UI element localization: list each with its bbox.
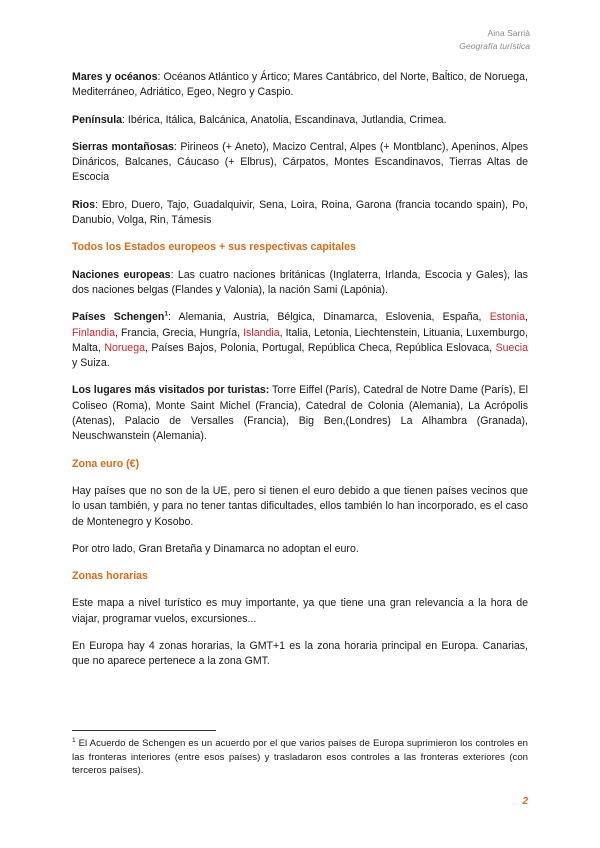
lugares-label: Los lugares más visitados por turistas:	[72, 384, 270, 397]
sierras-label: Sierras montañosas	[72, 140, 174, 153]
heading-euro: Zona euro (€)	[72, 457, 140, 470]
schengen-text-3: , Italia, Letonia, Liechtenstein, Lituania, Luxemburgo, Malta,	[72, 326, 528, 354]
footnote-text: El Acuerdo de Schengen es un acuerdo por el que varios países de Europa suprimieron los controles en las fronteras interiores (entre esos países) y trasladaron esos controles a las fronteras exteriores (con terceros países).	[72, 738, 528, 777]
peninsula-label: Península	[72, 113, 123, 126]
euro-paragraph-1: Hay países que no son de la UE, pero si tienen el euro debido a que tienen países vecinos que lo usan también, y para no tener tantas dificultades, ellos también lo han incorporado, es el caso de Montenegro y Kosobo.	[72, 484, 528, 528]
mares-paragraph	[72, 70, 528, 101]
rios-text: : Ebro, Duero, Tajo, Guadalquivir, Sena, Loira, Roina, Garona (francia tocando spain), Po, Danubio, Volga, Rin, Támesis	[72, 198, 528, 227]
heading-zonas: Zonas horarias	[72, 570, 148, 583]
heading-estados: Todos los Estados europeos + sus respectivas capitales	[72, 241, 356, 254]
naciones-paragraph	[72, 268, 528, 299]
euro-paragraph-2: Por otro lado, Gran Bretaña y Dinamarca no adoptan el euro.	[72, 542, 359, 555]
header-author: Aina Sarrià	[487, 28, 530, 38]
mares-text: : Océanos Atlántico y Ártico; Mares Cantábrico, del Norte, Baĺtico, de Noruega, Mediterráneo, Adriático, Egeo, Negro y Caspio.	[72, 71, 528, 99]
peninsula-paragraph	[72, 113, 528, 128]
schengen-text-4: , Países Bajos, Polonia, Portugal, República Checa, República Eslovaca,	[144, 341, 496, 354]
mares-label: Mares y océanos	[72, 71, 158, 83]
rios-paragraph	[72, 198, 528, 229]
schengen-paragraph	[72, 310, 528, 371]
header-subject: Geografía turística	[459, 41, 530, 51]
page-number: 2	[522, 796, 528, 807]
sierras-paragraph	[72, 140, 528, 186]
footnote-number: 1	[72, 736, 76, 744]
rios-label: Rios	[72, 198, 95, 211]
schengen-noruega: Noruega	[104, 341, 145, 354]
schengen-finlandia: Finlandia	[72, 326, 115, 339]
schengen-islandia: Islandia	[243, 326, 280, 339]
footnote-ref[interactable]: 1	[164, 310, 169, 318]
schengen-comma: ,	[525, 311, 528, 324]
schengen-label: Países Schengen	[72, 311, 165, 324]
schengen-text-5: y Suiza.	[72, 357, 110, 370]
footnote	[72, 737, 528, 778]
lugares-paragraph	[72, 383, 528, 444]
zonas-paragraph-1: Este mapa a nivel turístico es muy importante, ya que tiene una gran relevancia a la hora de viajar, programar vuelos, excursiones...	[72, 597, 528, 625]
schengen-estonia: Estonia	[489, 311, 526, 324]
naciones-text: : Las cuatro naciones británicas (Inglaterra, Irlanda, Escocia y Gales), las dos naciones belgas (Flandes y Valonia), la nación Sami (Lapónia).	[72, 268, 528, 296]
zonas-paragraph-2: En Europa hay 4 zonas horarias, la GMT+1 es la zona horaria principal en Europa. Canarias, que no aparece pertenece a la zona GMT.	[72, 640, 528, 668]
lugares-text: Torre Eiffel (París), Catedral de Notre Dame (París), El Coliseo (Roma), Monte Saint Michel (Francia), Catedral de Colonia (Alemania), La Acrópolis (Atenas), Palacio de Versalles (Francia), Big Ben,(Londres) La Alhambra (Granada), Neuschwanstein (Alemania).	[72, 384, 528, 443]
schengen-text-2: , Francia, Grecia, Hungría,	[115, 326, 244, 339]
peninsula-text: : Ibérica, Itálica, Balcánica, Anatolia, Escandinava, Jutlandia, Crimea.	[122, 113, 447, 126]
footnote-separator	[72, 730, 216, 731]
page-content	[72, 70, 528, 670]
schengen-suecia: Suecia	[495, 341, 528, 354]
naciones-label: Naciones europeas	[72, 268, 171, 281]
sierras-text: : Pirineos (+ Aneto), Macizo Central, Alpes (+ Montblanc), Apeninos, Alpes Dináricos, Balcanes, Cáucaso (+ Elbrus), Cárpatos, Montes Escandinavos, Tierras Altas de Escocia	[72, 140, 528, 184]
schengen-text-1: : Alemania, Austria, Bélgica, Dinamarca, Eslovenia, España,	[168, 311, 490, 324]
page-header	[459, 27, 530, 53]
